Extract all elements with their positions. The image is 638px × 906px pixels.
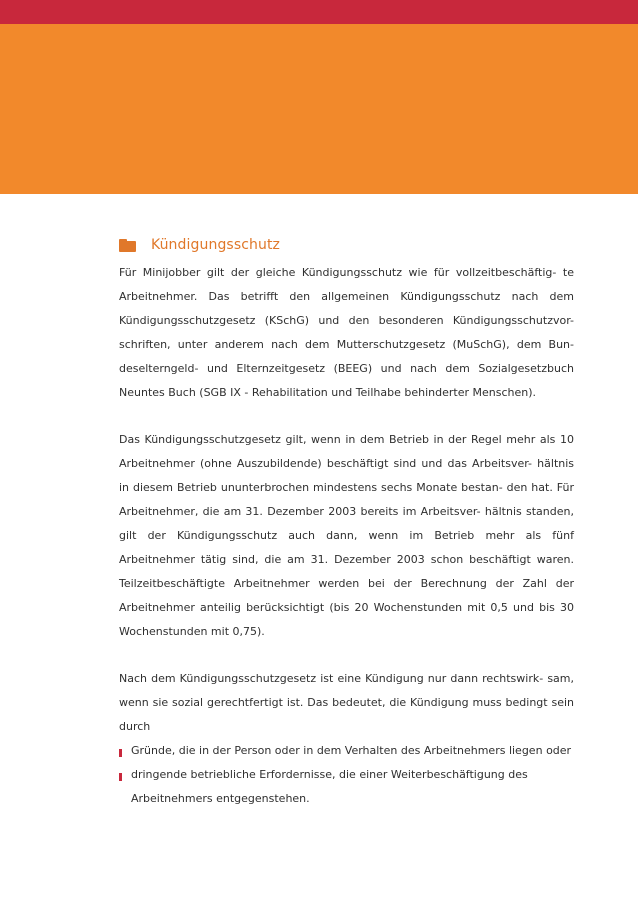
- bullet-marker-icon: [119, 773, 122, 781]
- text-line: Arbeitnehmers entgegenstehen.: [131, 791, 310, 805]
- text-line: te Arbeitnehmer. Das betrifft den allgemeinen Kündigungsschutz nach dem: [119, 266, 574, 303]
- text-line: den hat. Für Arbeitnehmer, die am 31. Dezember 2003 bereits im Arbeitsver-: [119, 481, 574, 519]
- text-line: hältnis standen, gilt der Kündigungsschutz auch dann, wenn im Betrieb mehr: [119, 505, 574, 542]
- text-line: Neuntes Buch (SGB IX - Rehabilitation und Teilhabe behinderter Menschen).: [119, 385, 537, 399]
- text-line: dringende betriebliche Erfordernisse, die einer Weiterbeschäftigung des: [131, 768, 528, 781]
- header-orange-band: [0, 24, 638, 194]
- text-line: Gründe, die in der Person oder in dem Verhalten des Arbeitnehmers liegen: [131, 744, 543, 758]
- text-line: hältnis in diesem Betrieb ununterbrochen mindestens sechs Monate bestan-: [119, 457, 575, 495]
- section-heading: [119, 233, 574, 257]
- text-line: Für Minijobber gilt der gleiche Kündigungsschutz wie für vollzeitbeschäftig-: [119, 266, 557, 279]
- text-line: Das Kündigungsschutzgesetz gilt, wenn in dem Betrieb in der Regel mehr als: [119, 433, 556, 447]
- bullet-marker-icon: [119, 749, 122, 757]
- document-body: [119, 233, 574, 811]
- paragraph-2: [119, 428, 574, 643]
- text-line: schriften, unter anderem nach dem Mutterschutzgesetz (MuSchG), dem Bun-: [119, 337, 574, 351]
- text-line: bedingt sein durch: [119, 696, 574, 734]
- paragraph-1: [119, 261, 574, 404]
- list-item: [119, 763, 574, 811]
- text-line: 10 Arbeitnehmer (ohne Auszubildende) beschäftigt sind und das Arbeitsver-: [119, 433, 574, 471]
- text-line: Nach dem Kündigungsschutzgesetz ist eine Kündigung nur dann rechtswirk-: [119, 672, 544, 686]
- paragraph-3: [119, 667, 574, 739]
- text-line: als fünf Arbeitnehmer tätig sind, die am 31. Dezember 2003 schon beschäftigt: [119, 528, 574, 566]
- text-line: sam, wenn sie sozial gerechtfertigt ist. Das bedeutet, die Kündigung muss: [119, 672, 574, 710]
- text-line: der Arbeitnehmer anteilig berücksichtigt (bis 20 Wochenstunden mit 0,5 und: [119, 576, 574, 614]
- top-red-strip: [0, 0, 638, 24]
- text-line: deselterngeld- und Elternzeitgesetz (BEEG) und nach dem Sozialgesetzbuch: [119, 361, 574, 375]
- section-title: Kündigungsschutz: [151, 237, 280, 253]
- text-line: waren. Teilzeitbeschäftigte Arbeitnehmer werden bei der Berechnung der Zahl: [119, 552, 574, 590]
- list-item: [119, 739, 574, 763]
- bullet-list: [119, 739, 574, 811]
- text-line: Kündigungsschutzgesetz (KSchG) und den besonderen Kündigungsschutzvor-: [119, 313, 574, 327]
- text-line: oder: [546, 744, 572, 758]
- folder-icon: [119, 239, 136, 252]
- text-line: bis 30 Wochenstunden mit 0,75).: [119, 600, 575, 638]
